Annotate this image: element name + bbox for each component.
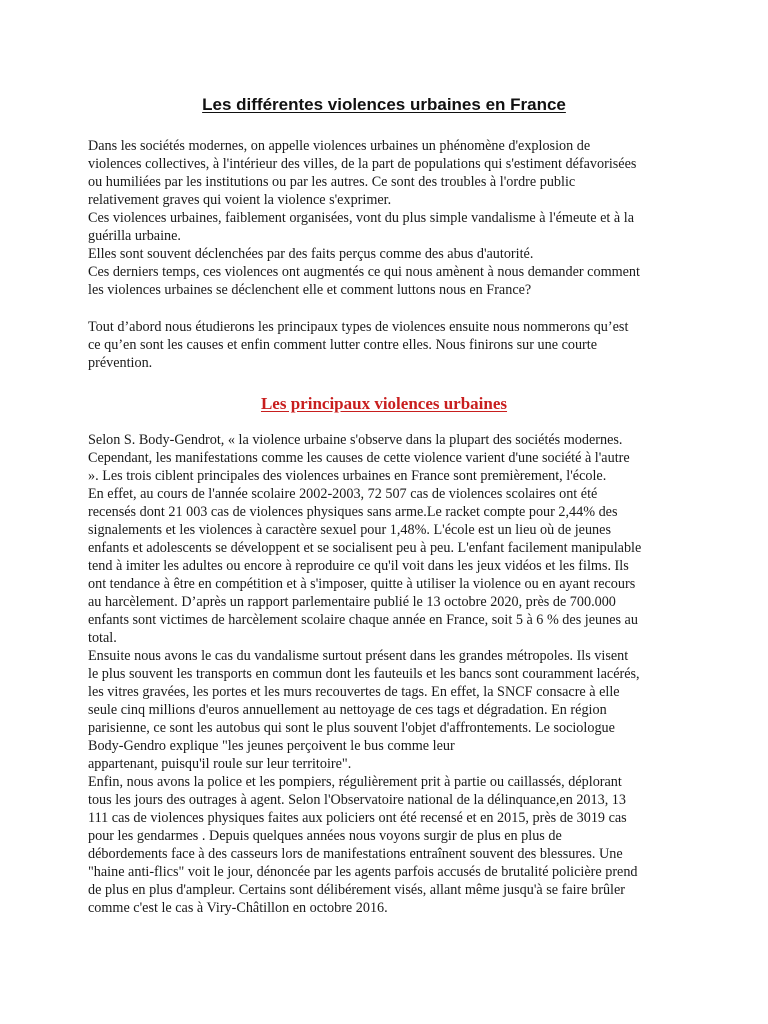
body-line: enfants sont victimes de harcèlement scolaire chaque année en France, soit 5 à 6 % des jeunes au (88, 612, 638, 628)
body-line: comme c'est le cas à Viry-Châtillon en octobre 2016. (88, 900, 388, 916)
body-line: Cependant, les manifestations comme les causes de cette violence varient d'une société à l'autre (88, 450, 630, 466)
body-line: "haine anti-flics" voit le jour, dénoncée par les agents parfois accusés de brutalité policière prend (88, 864, 638, 880)
intro-line: les violences urbaines se déclenchent elle et comment luttons nous en France? (88, 282, 532, 298)
body-line: débordements face à des casseurs lors de manifestations entraînent souvent des blessures. Une (88, 846, 623, 862)
body-line: Enfin, nous avons la police et les pompiers, régulièrement prit à partie ou caillassés, déplorant (88, 774, 622, 790)
body-line: recensés dont 21 003 cas de violences physiques sans arme.Le racket compte pour 2,44% des (88, 504, 618, 520)
body-line: au harcèlement. D’après un rapport parlementaire publié le 13 octobre 2020, près de 700.000 (88, 594, 616, 610)
body-line: appartenant, puisqu'il roule sur leur territoire". (88, 756, 352, 772)
intro-line: Elles sont souvent déclenchées par des faits perçus comme des abus d'autorité. (88, 246, 534, 262)
body-line: Ensuite nous avons le cas du vandalisme surtout présent dans les grandes métropoles. Ils visent (88, 648, 629, 664)
intro-line: ou humiliées par les institutions ou par les autres. Ce sont des troubles à l'ordre public (88, 174, 576, 190)
body-line: seule cinq millions d'euros annuellement au nettoyage de ces tags et dégradation. En région (88, 702, 607, 718)
body-line: le plus souvent les transports en commun dont les fauteuils et les bancs sont couramment lacérés, (88, 666, 640, 682)
body-line: de plus en plus d'ampleur. Certains sont délibérement visés, allant même jusqu'à se faire brûler (88, 882, 625, 898)
plan-line: ce qu’en sont les causes et enfin comment lutter contre elles. Nous finirons sur une courte (88, 337, 598, 353)
intro-line: violences collectives, à l'intérieur des villes, de la part de populations qui s'estiment défavorisées (88, 156, 637, 172)
body-line: les vitres gravées, les portes et les murs recouvertes de tags. En effet, la SNCF consacre à elle (88, 684, 620, 700)
body-line: Selon S. Body-Gendrot, « la violence urbaine s'observe dans la plupart des sociétés modernes. (88, 432, 623, 448)
section-heading: Les principaux violences urbaines (260, 394, 508, 413)
body-line: parisienne, ce sont les autobus qui sont le plus souvent l'objet d'affrontements. Le sociologue (88, 720, 615, 736)
intro-line: Ces derniers temps, ces violences ont augmentés ce qui nous amènent à nous demander comment (88, 264, 640, 280)
plan-line: prévention. (88, 355, 153, 371)
body-line: ». Les trois ciblent principales des violences urbaines en France sont premièrement, l'école. (88, 468, 607, 484)
body-line: total. (88, 630, 117, 646)
body-line: tend à imiter les adultes ou encore à reproduire ce qu'il voit dans les jeux vidéos et les films. Ils (88, 558, 629, 574)
document-title: Les différentes violences urbaines en France (202, 95, 566, 114)
plan-line: Tout d’abord nous étudierons les principaux types de violences ensuite nous nommerons qu’est (88, 319, 629, 335)
intro-line: guérilla urbaine. (88, 228, 181, 244)
body-line: Body-Gendro explique "les jeunes perçoivent le bus comme leur (88, 738, 455, 754)
intro-line: Dans les sociétés modernes, on appelle violences urbaines un phénomène d'explosion de (88, 138, 591, 154)
body-line: tous les jours des outrages à agent. Selon l'Observatoire national de la délinquance,en 2013, 13 (88, 792, 626, 808)
body-line: pour les gendarmes . Depuis quelques années nous voyons surgir de plus en plus de (88, 828, 562, 844)
body-line: enfants et adolescents se développent et se socialisent peu à peu. L'enfant facilement manipulable (88, 540, 642, 556)
body-line: En effet, au cours de l'année scolaire 2002-2003, 72 507 cas de violences scolaires ont été (88, 486, 598, 502)
intro-line: relativement graves qui voient la violence s'exprimer. (88, 192, 392, 208)
intro-line: Ces violences urbaines, faiblement organisées, vont du plus simple vandalisme à l'émeute et à la (88, 210, 634, 226)
body-line: signalements et les violences à caractère sexuel pour 1,48%. L'école est un lieu où de jeunes (88, 522, 611, 538)
body-line: 111 cas de violences physiques faites aux policiers ont été recensé et en 2015, près de 3019 cas (88, 810, 627, 826)
body-line: ont tendance à être en compétition et à s'imposer, quitte à utiliser la violence ou en ayant recours (88, 576, 636, 592)
